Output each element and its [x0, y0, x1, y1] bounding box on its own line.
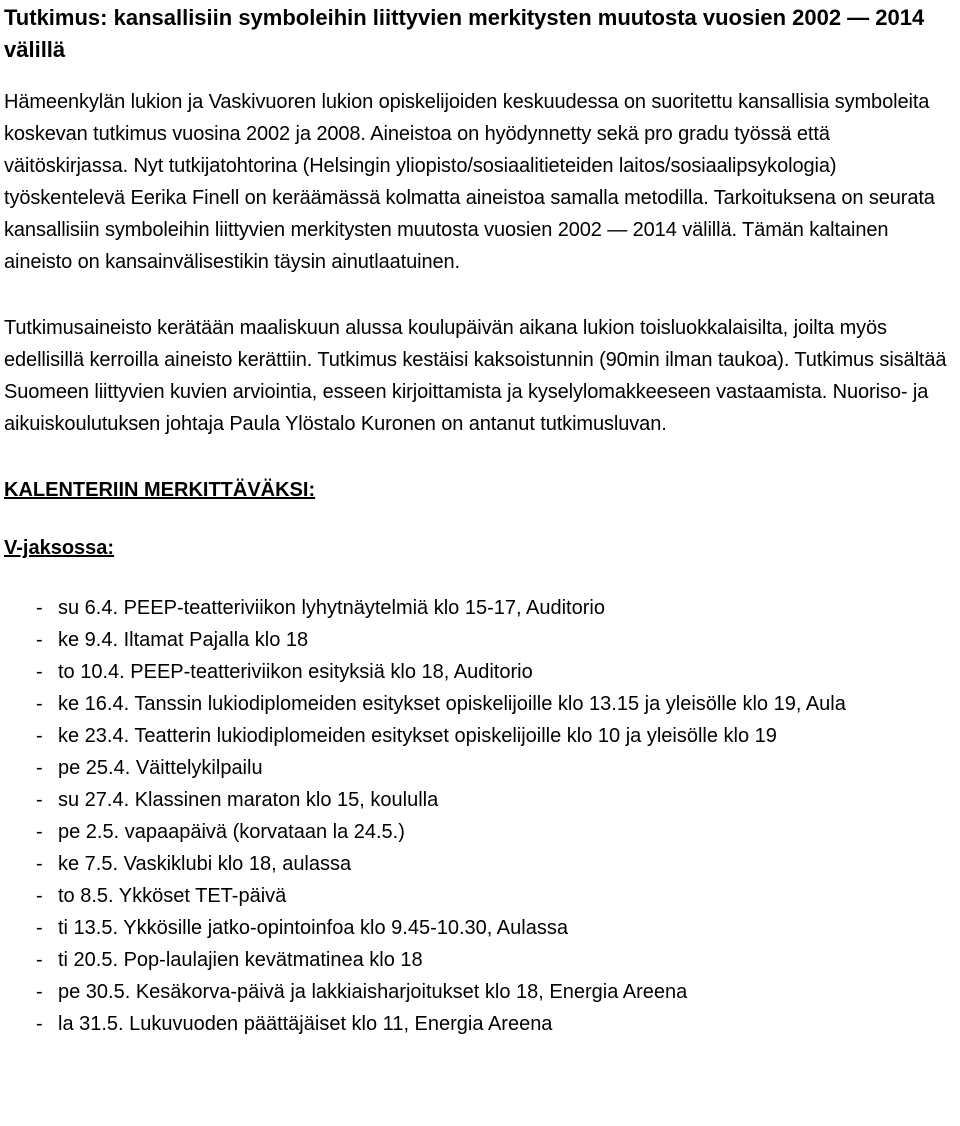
list-item: [4, 912, 958, 944]
list-bullet: -: [36, 661, 43, 683]
calendar-item-text: la 31.5. Lukuvuoden päättäjäiset klo 11, Energia Areena: [58, 1013, 553, 1035]
calendar-item-text: ti 20.5. Pop-laulajien kevätmatinea klo 18: [58, 949, 423, 971]
calendar-item-text: to 8.5. Ykköset TET-päivä: [58, 885, 287, 907]
calendar-item-text: ke 7.5. Vaskiklubi klo 18, aulassa: [58, 853, 352, 875]
list-bullet: -: [36, 693, 43, 715]
calendar-item-text: pe 25.4. Väittelykilpailu: [58, 757, 263, 779]
document-title: Tutkimus: kansallisiin symboleihin liittyvien merkitysten muutosta vuosien 2002 — 2014 välillä: [4, 5, 925, 62]
period-heading: V-jaksossa:: [4, 537, 115, 559]
intro-paragraph: Hämeenkylän lukion ja Vaskivuoren lukion opiskelijoiden keskuudessa on suoritettu kansallisia symboleita koskevan tutkimus vuosina 2002 ja 2008. Aineistoa on hyödynnetty sekä pro gradu työssä että väitöskirjassa. Nyt tutkijatohtorina (Helsingin yliopisto/sosiaalitieteiden laitos/sosiaalipsykologia) työskentelevä Eerika Finell on keräämässä kolmatta aineistoa samalla metodilla. Tarkoituksena on seurata kansallisiin symboleihin liittyvien merkitysten muutosta vuosien 2002 — 2014 välillä. Tämän kaltainen aineisto on kansainvälisestikin täysin ainutlaatuinen.: [4, 91, 935, 273]
calendar-heading: KALENTERIIN MERKITTÄVÄKSI:: [4, 479, 316, 501]
list-item: [4, 720, 958, 752]
list-bullet: -: [36, 597, 43, 619]
list-item: [4, 656, 958, 688]
list-bullet: -: [36, 789, 43, 811]
list-item: [4, 624, 958, 656]
list-item: [4, 880, 958, 912]
calendar-item-text: ke 16.4. Tanssin lukiodiplomeiden esitykset opiskelijoille klo 13.15 ja yleisölle klo 19, Aula: [58, 693, 846, 715]
list-item: [4, 816, 958, 848]
list-item: [4, 592, 958, 624]
calendar-item-text: to 10.4. PEEP-teatteriviikon esityksiä klo 18, Auditorio: [58, 661, 533, 683]
calendar-item-text: pe 2.5. vapaapäivä (korvataan la 24.5.): [58, 821, 405, 843]
list-item: [4, 688, 958, 720]
calendar-list: [4, 592, 958, 1040]
list-item: [4, 944, 958, 976]
list-bullet: -: [36, 629, 43, 651]
calendar-item-text: ke 23.4. Teatterin lukiodiplomeiden esitykset opiskelijoille klo 10 ja yleisölle klo 19: [58, 725, 777, 747]
list-item: [4, 976, 958, 1008]
list-item: [4, 848, 958, 880]
list-bullet: -: [36, 885, 43, 907]
document-page: [4, 0, 958, 1040]
list-bullet: -: [36, 725, 43, 747]
list-bullet: -: [36, 1013, 43, 1035]
list-item: [4, 1008, 958, 1040]
list-item: [4, 752, 958, 784]
list-item: [4, 784, 958, 816]
list-bullet: -: [36, 853, 43, 875]
list-bullet: -: [36, 949, 43, 971]
calendar-item-text: su 6.4. PEEP-teatteriviikon lyhytnäytelmiä klo 15-17, Auditorio: [58, 597, 605, 619]
calendar-item-text: su 27.4. Klassinen maraton klo 15, koululla: [58, 789, 439, 811]
calendar-item-text: pe 30.5. Kesäkorva-päivä ja lakkiaisharjoitukset klo 18, Energia Areena: [58, 981, 688, 1003]
calendar-item-text: ke 9.4. Iltamat Pajalla klo 18: [58, 629, 309, 651]
list-bullet: -: [36, 917, 43, 939]
method-paragraph: Tutkimusaineisto kerätään maaliskuun alussa koulupäivän aikana lukion toisluokkalaisilta, joilta myös edellisillä kerroilla aineisto kerättiin. Tutkimus kestäisi kaksoistunnin (90min ilman taukoa). Tutkimus sisältää Suomeen liittyvien kuvien arviointia, esseen kirjoittamista ja kyselylomakkeeseen vastaamista. Nuoriso- ja aikuiskoulutuksen johtaja Paula Ylöstalo Kuronen on antanut tutkimusluvan.: [4, 317, 947, 435]
list-bullet: -: [36, 821, 43, 843]
list-bullet: -: [36, 757, 43, 779]
list-bullet: -: [36, 981, 43, 1003]
calendar-item-text: ti 13.5. Ykkösille jatko-opintoinfoa klo 9.45-10.30, Aulassa: [58, 917, 568, 939]
